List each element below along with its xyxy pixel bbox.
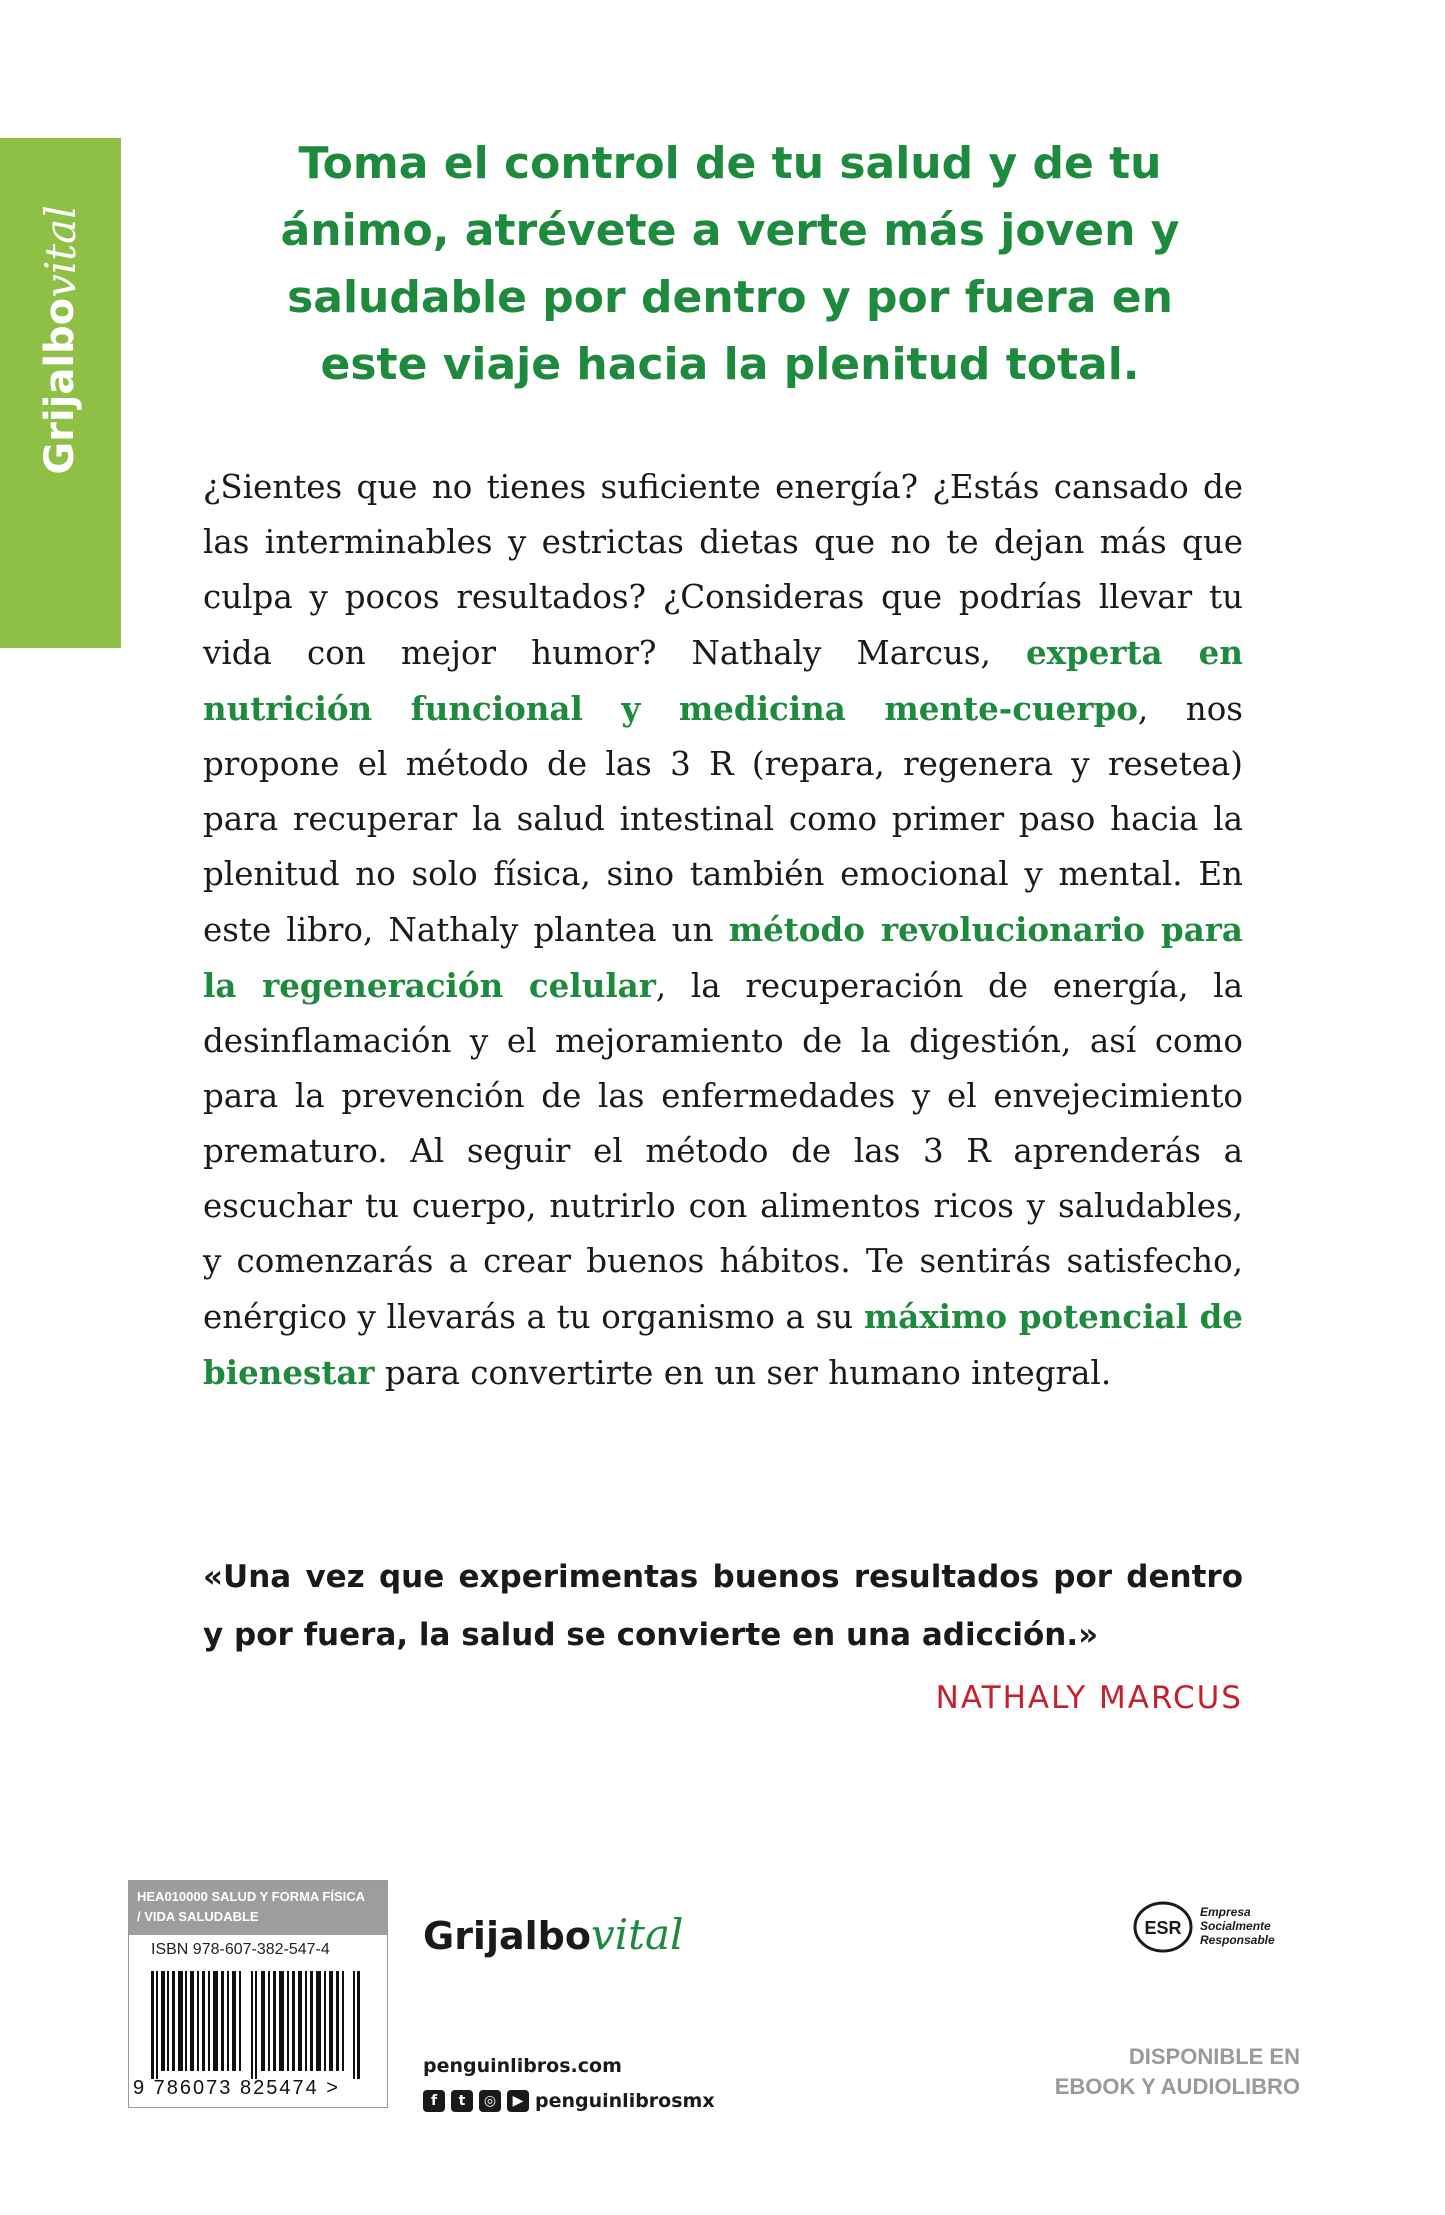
- esr-badge: ESR: [1144, 1918, 1182, 1938]
- category-label: HEA010000 SALUD Y FORMA FÍSICA / VIDA SALUDABLE: [129, 1881, 387, 1935]
- quote: «Una vez que experimentas buenos resultados por dentro y por fuera, la salud se convierte en una adicción.»: [203, 1559, 1243, 1653]
- synopsis: ¿Sientes que no tienes suficiente energía? ¿Estás cansado de las interminables y estrictas dietas que no te dejan más que culpa y pocos resultados? ¿Consideras que podrías llevar tu vida con mejor humor? Nathaly Marcus, experta en nutrición funcional y medicina mente-cuerpo, nos propone el método de las 3 R (repara, regenera y resetea) para recuperar la salud intestinal como primer paso hacia la plenitud no solo física, sino también emocional y mental. En este libro, Nathaly plantea un método revolucionario para la regeneración celular, la recuperación de energía, la desinflamación y el mejoramiento de la digestión, así como para la prevención de las enfermedades y el envejecimiento prematuro. Al seguir el método de las 3 R aprenderás a escuchar tu cuerpo, nutrirlo con alimentos ricos y saludables, y comenzarás a crear buenos hábitos. Te sentirás satisfecho, enérgico y llevarás a tu organismo a su máximo potencial de bienestar para convertirte en un ser humano integral.: [203, 468, 1243, 1392]
- barcode-icon: [151, 1971, 361, 2079]
- instagram-icon: ◎: [479, 2090, 501, 2112]
- social-handle: penguinlibrosmx: [535, 2090, 715, 2112]
- esr-label: Empresa Socialmente Responsable: [1200, 1905, 1275, 1947]
- headline: Toma el control de tu salud y de tu ánimo, atrévete a verte más joven y saludable por dentro y por fuera en este viaje hacia la plenitud total.: [280, 138, 1180, 390]
- youtube-icon: ▶: [507, 2090, 529, 2112]
- social-row: [423, 2090, 715, 2112]
- publisher-logo: Grijalbovital: [423, 1910, 684, 1959]
- highlight-3: máximo potencial de bienestar: [203, 1297, 1243, 1392]
- highlight-1: experta en nutrición funcional y medicina mente-cuerpo: [203, 633, 1243, 728]
- esr-logo-icon: [1133, 1897, 1193, 1957]
- twitter-icon: t: [451, 2090, 473, 2112]
- facebook-icon: f: [423, 2090, 445, 2112]
- spine-brand: Grijalbo vital: [35, 205, 85, 475]
- barcode-number: 9 786073 825474 >: [133, 2077, 340, 2099]
- quote-author: NATHALY MARCUS: [935, 1680, 1243, 1716]
- barcode-box: [128, 1880, 388, 2108]
- highlight-2: método revolucionario para la regeneración celular: [203, 910, 1243, 1005]
- availability-note: DISPONIBLE EN EBOOK Y AUDIOLIBRO: [1054, 2044, 1300, 2099]
- website: penguinlibros.com: [423, 2055, 622, 2077]
- isbn: ISBN 978-607-382-547-4: [151, 1941, 330, 1958]
